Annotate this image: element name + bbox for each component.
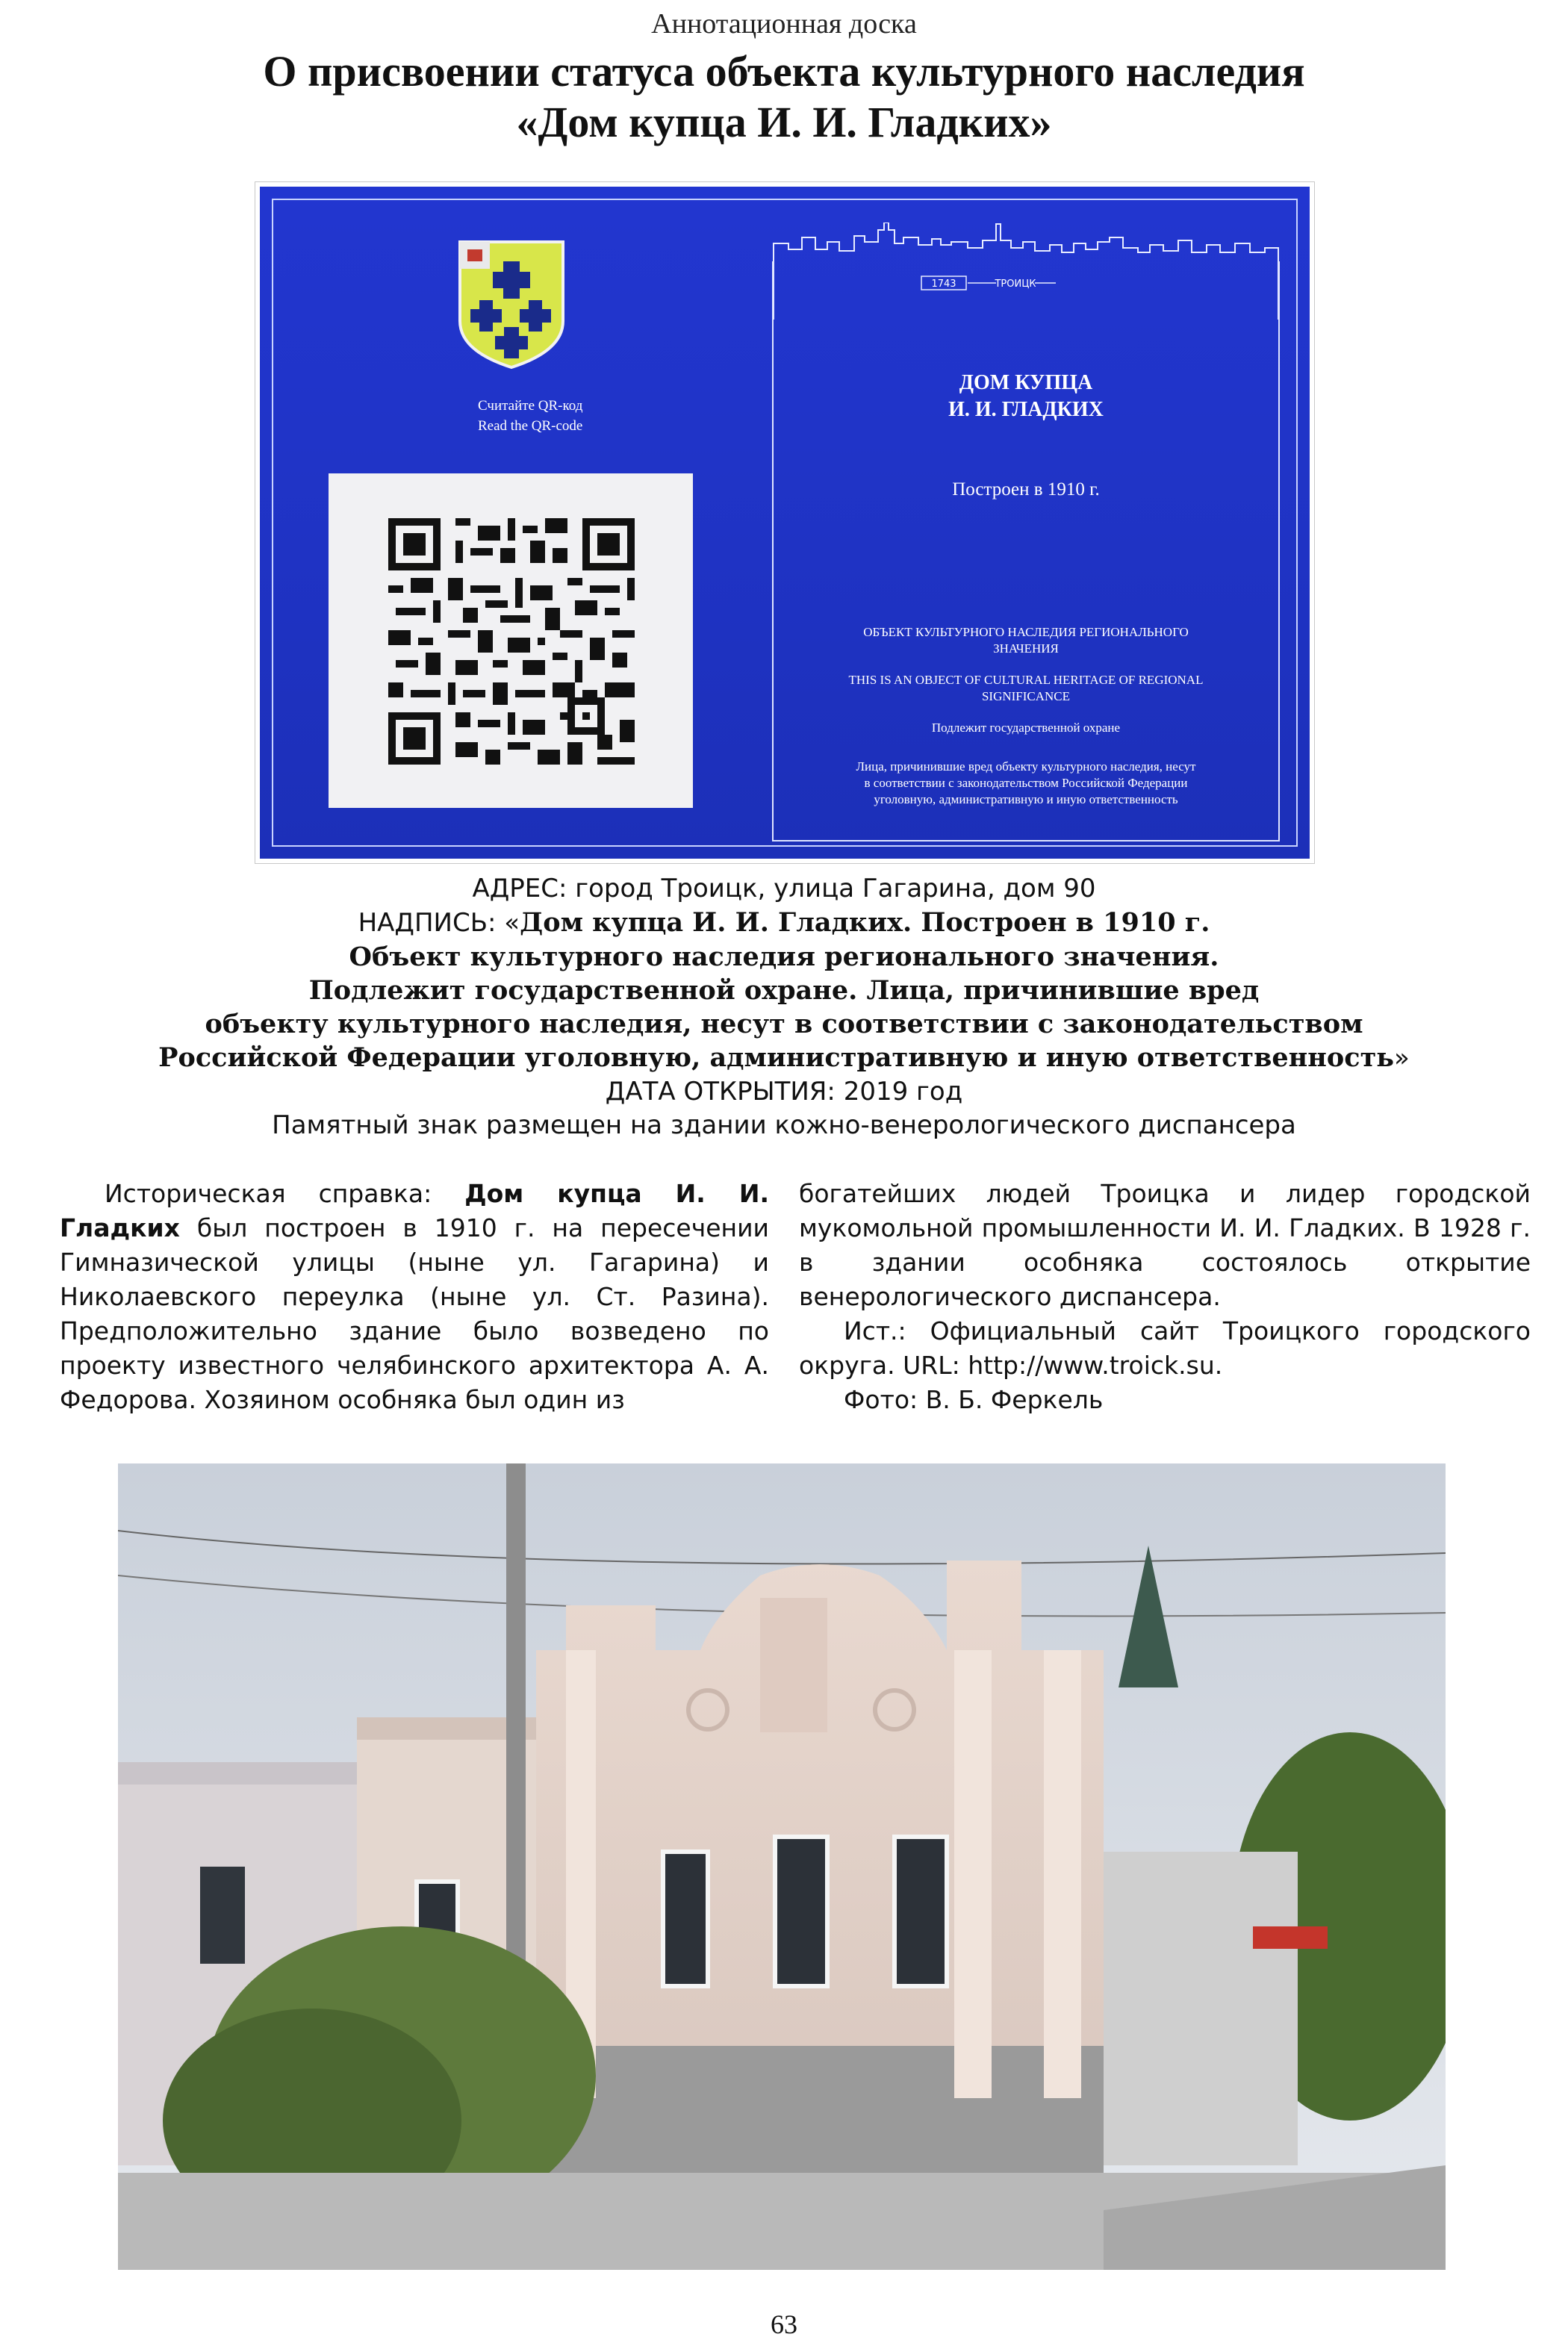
plaque-object-name [772, 370, 1280, 423]
title-line: «Дом купца И. И. Гладких» [516, 98, 1052, 146]
plaque-text-line: Лица, причинившие вред объекту культурного наследия, несут [856, 759, 1196, 774]
inscription-block [0, 906, 1568, 1075]
plaque-info-frame [772, 261, 1280, 841]
opening-date: ДАТА ОТКРЫТИЯ: 2019 год [605, 1077, 963, 1107]
plaque-heritage-ru [797, 624, 1254, 657]
plaque-liability [797, 759, 1254, 808]
plaque-text-line: ОБЪЕКТ КУЛЬТУРНОГО НАСЛЕДИЯ РЕГИОНАЛЬНОГО [863, 625, 1189, 639]
page-title [0, 46, 1568, 148]
qr-caption-ru: Считайте QR-код [478, 398, 583, 414]
page-number: 63 [771, 2309, 797, 2339]
plaque-caption [0, 872, 1568, 1142]
address-line: АДРЕС: город Троицк, улица Гагарина, дом 90 [472, 874, 1096, 903]
qr-board [329, 473, 693, 808]
plaque-photo [255, 182, 1314, 863]
plaque-board [260, 187, 1310, 859]
history-paragraph [60, 1177, 769, 1417]
qr-caption-en: Read the QR-code [478, 418, 583, 434]
title-line: О присвоении статуса объекта культурного наследия [263, 47, 1305, 96]
inscription-line: Российской Федерации уголовную, административную и иную ответственность [158, 1042, 1395, 1073]
qr-caption [402, 396, 626, 436]
building-photo-illustration [118, 1463, 1446, 2270]
plaque-heritage-en [797, 672, 1254, 705]
history-column-left [60, 1177, 769, 1417]
building-photo [118, 1463, 1446, 2270]
plaque-text-line: SIGNIFICANCE [981, 689, 1071, 703]
history-body: был построен в 1910 г. на пересечении Гимназической улицы (ныне ул. Гагарина) и Николаевского переулка (ныне ул. Ст. Разина). Предположительно здание было возведено по проекту известного челябинского архитектора А. А. Федорова. Хозяином особняка был один из [60, 1213, 769, 1414]
photo-credit: Фото: В. Б. Феркель [844, 1385, 1104, 1414]
inscription-line: Подлежит государственной охране. Лица, причинившие вред [308, 975, 1260, 1006]
inscription-line: Объект культурного наследия регионального значения. [349, 942, 1219, 972]
source-note: Ист.: Официальный сайт Троицкого городского округа. URL: http://www.troick.su. [799, 1316, 1531, 1380]
inscription-line: Дом купца И. И. Гладких. Построен в 1910 г. [520, 907, 1210, 938]
inscription-line: объекту культурного наследия, несут в соответствии с законодательством [205, 1009, 1363, 1039]
history-lead: Историческая справка: [105, 1179, 465, 1208]
inscription-suffix: » [1394, 1043, 1410, 1073]
plaque-name-line: И. И. ГЛАДКИХ [948, 398, 1104, 421]
plaque-protection: Подлежит государственной охране [931, 721, 1121, 735]
history-subject: Дом купца И. И. Гладких [60, 1179, 769, 1242]
section-kicker: Аннотационная доска [651, 8, 917, 40]
plaque-text-line: ЗНАЧЕНИЯ [993, 641, 1059, 656]
coat-of-arms-icon [457, 239, 566, 370]
history-column-right [799, 1177, 1531, 1417]
plaque-built-year: Построен в 1910 г. [952, 479, 1100, 500]
plaque-text-line: уголовную, административную и иную ответственность [874, 792, 1178, 806]
qr-code-icon [388, 518, 635, 765]
history-paragraph: богатейших людей Троицка и лидер городской мукомольной промышленности И. И. Гладких. В 1928 г. в здании особняка состоялось открытие венерологического диспансера. [799, 1179, 1531, 1311]
inscription-prefix: НАДПИСЬ: « [358, 908, 520, 938]
skyline-year: 1743 [931, 279, 956, 290]
plaque-text-line: THIS IS AN OBJECT OF CULTURAL HERITAGE OF REGIONAL [848, 673, 1204, 687]
location-note: Памятный знак размещен на здании кожно-венерологического диспансера [272, 1110, 1296, 1140]
plaque-text-line: в соответствии с законодательством Российской Федерации [864, 776, 1188, 790]
plaque-name-line: ДОМ КУПЦА [959, 371, 1093, 394]
skyline-city: ТРОИЦК [995, 279, 1036, 290]
